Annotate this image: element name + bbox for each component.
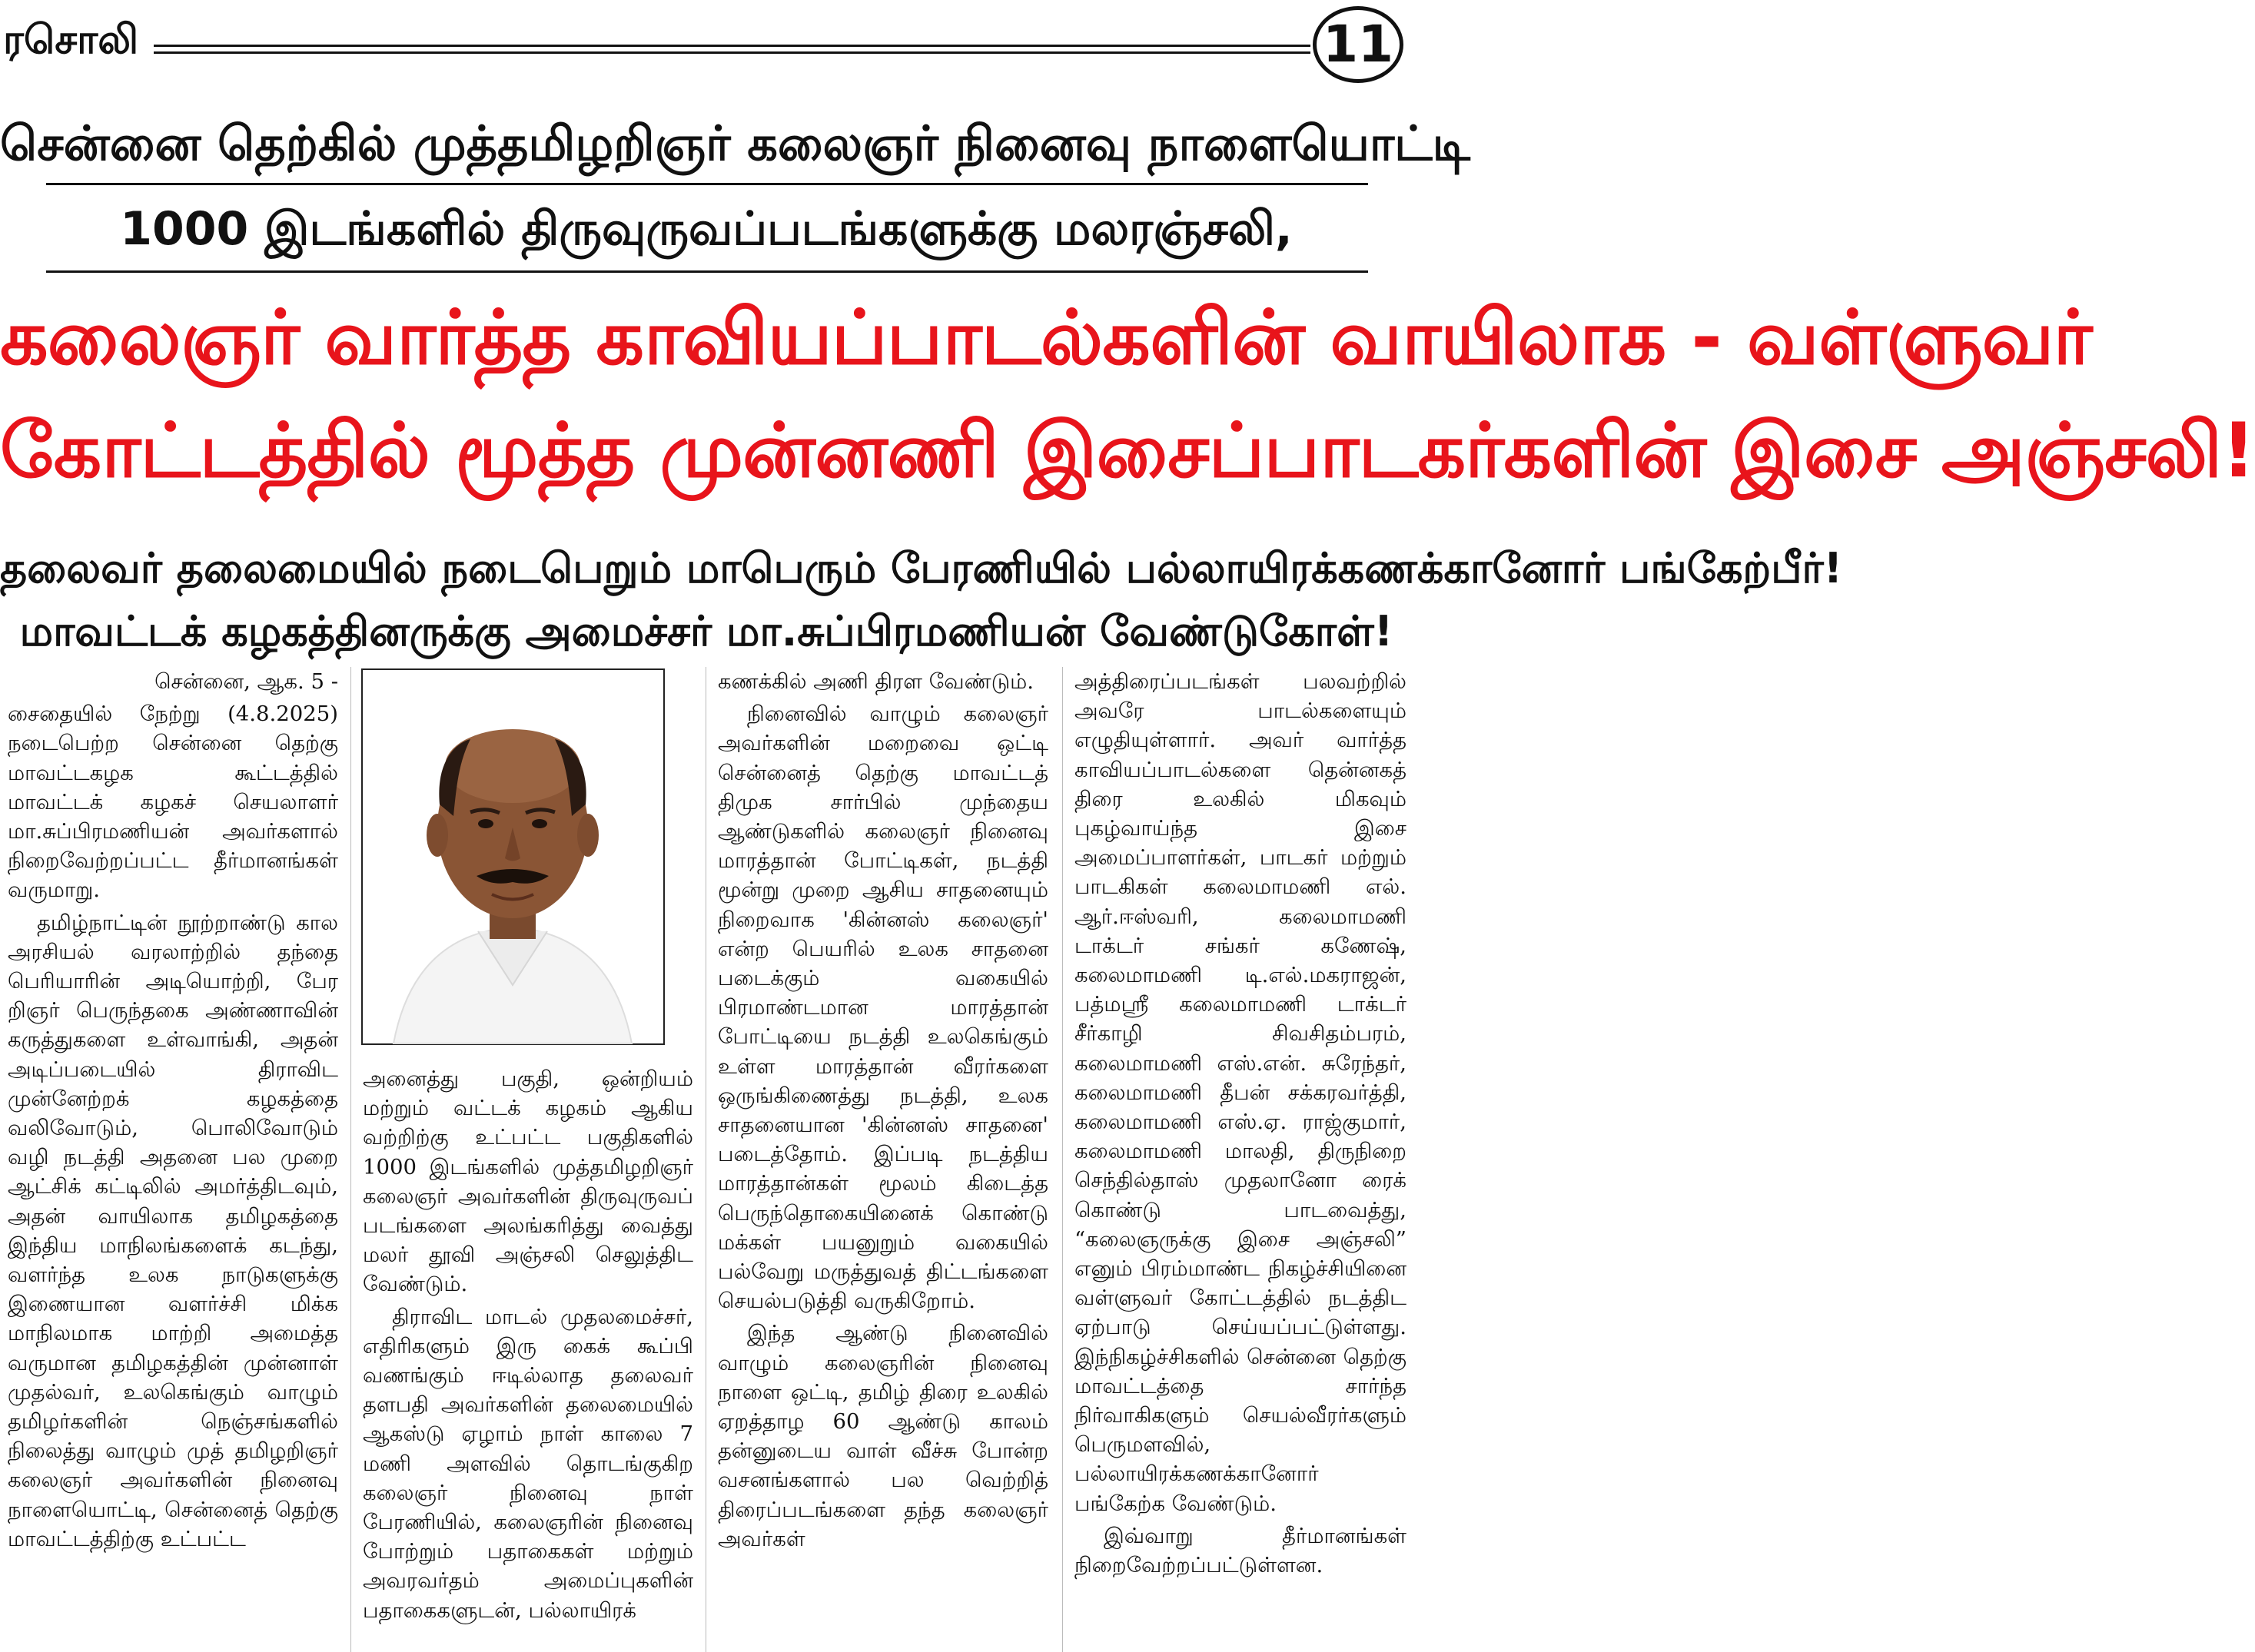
dateline: சென்னை, ஆக. 5 - — [154, 669, 338, 694]
headline-divider-2 — [46, 270, 1368, 273]
article-paragraph: திராவிட மாடல் முதலமைச்சர், எதிரிகளும் இரு கைக் கூப்பி வணங்கும் ஈடில்லாத தலைவர் தளபதி அவர்களின் தலைமையில் ஆகஸ்டு ஏழாம் நாள் காலை 7 மணி அளவில் தொடங்குகிற கலைஞர் நினைவு நாள் பேரணியில், கலைஞரின் நினைவு போற்றும் பதாகைகள் மற்றும் அவரவர்தம் அமைப்புகளின் பதாகைகளுடன், பல்லாயிரக் — [363, 1304, 693, 1623]
article-paragraph: சைதையில் நேற்று (4.8.2025) நடைபெற்ற சென்னை தெற்கு மாவட்டகழக கூட்டத்தில் மாவட்டக் கழகச் செயலாளர் மா.சுப்பிரமணியன் அவர்களால் நிறைவேற்றப்பட்ட தீர்மானங்கள் வருமாறு. — [8, 702, 338, 903]
article-paragraph: அத்திரைப்படங்கள் பலவற்றில் அவரே பாடல்களையும் எழுதியுள்ளார். அவர் வார்த்த காவியப்பாடல்களை தென்னகத் திரை உலகில் மிகவும் புகழ்வாய்ந்த இசை அமைப்பாளர்கள், பாடகர் மற்றும் பாடகிகள் கலைமாமணி எல். ஆர்.ஈஸ்வரி, கலைமாமணி டாக்டர் சங்கர் கணேஷ், கலைமாமணி டி.எல்.மகராஜன், பத்மஸ்ரீ கலைமாமணி டாக்டர் சீர்காழி சிவசிதம்பரம், கலைமாமணி எஸ்.என். சுரேந்தர், கலைமாமணி தீபன் சக்கரவர்த்தி, கலைமாமணி எஸ்.ஏ. ராஜ்குமார், கலைமாமணி மாலதி, திருநிறை செந்தில்தாஸ் முதலானோ ரைக் கொண்டு பாடவைத்து, “கலைஞருக்கு இசை அஞ்சலி” எனும் பிரம்மாண்ட நிகழ்ச்சியினை வள்ளுவர் கோட்டத்தில் நடத்திட ஏற்பாடு செய்யப்பட்டுள்ளது. இந்நிகழ்ச்சிகளில் சென்னை தெற்கு மாவட்டத்தை சார்ந்த நிர்வாகிகளும் செயல்வீரர்களும் பெருமளவில், பல்லாயிரக்கணக்கானோர் பங்கேற்க வேண்டும். — [1074, 669, 1406, 1516]
headline-divider-1 — [46, 183, 1368, 185]
article-paragraph: இவ்வாறு தீர்மானங்கள் நிறைவேற்றப்பட்டுள்ளன. — [1074, 1523, 1406, 1578]
article-column-4 — [1074, 667, 1406, 1580]
article-paragraph: அனைத்து பகுதி, ஒன்றியம் மற்றும் வட்டக் கழகம் ஆகிய வற்றிற்கு உட்பட்ட பகுதிகளில் 1000 இடங்களில் முத்தமிழறிஞர் கலைஞர் அவர்களின் திருவுருவப் படங்களை அலங்கரித்து வைத்து மலர் தூவி அஞ்சலி செலுத்திட வேண்டும். — [363, 1067, 693, 1297]
column-rule — [350, 667, 351, 1652]
article-paragraph: நினைவில் வாழும் கலைஞர் அவர்களின் மறைவை ஒட்டி சென்னைத் தெற்கு மாவட்டத் திமுக சார்பில் முந்தைய ஆண்டுகளில் கலைஞர் நினைவு மாரத்தான் போட்டிகள், நடத்தி மூன்று முறை ஆசிய சாதனையும் நிறைவாக 'கின்னஸ் கலைஞர்' என்ற பெயரில் உலக சாதனை படைக்கும் வகையில் பிரமாண்டமான மாரத்தான் போட்டியை நடத்தி உலகெங்கும் உள்ள மாரத்தான் வீரர்களை ஒருங்கிணைத்து நடத்தி, உலக சாதனையான 'கின்னஸ் சாதனை' படைத்தோம். இப்படி நடத்திய மாரத்தான்கள் மூலம் கிடைத்த பெருந்தொகையினைக் கொண்டு மக்கள் பயனுறும் வகையில் பல்வேறு மருத்துவத் திட்டங்களை செயல்படுத்தி வருகிறோம். — [718, 702, 1048, 1314]
portrait-photo — [361, 668, 665, 1045]
subheadline-line-1: தலைவர் தலைமையில் நடைபெறும் மாபெரும் பேரணியில் பல்லாயிரக்கணக்கானோர் பங்கேற்பீர்! — [0, 544, 1843, 592]
article-paragraph: தமிழ்நாட்டின் நூற்றாண்டு கால அரசியல் வரலாற்றில் தந்தை பெரியாரின் அடியொற்றி, பேர றிஞர் பெருந்தகை அண்ணாவின் கருத்துகளை உள்வாங்கி, அதன் அடிப்படையில் திராவிட முன்னேற்றக் கழகத்தை வலிவோடும், பொலிவோடும் வழி நடத்தி அதனை பல முறை ஆட்சிக் கட்டிலில் அமர்த்திடவும், அதன் வாயிலாக தமிழகத்தை இந்திய மாநிலங்களைக் கடந்து, வளர்ந்த உலக நாடுகளுக்கு இணையான வளர்ச்சி மிக்க மாநிலமாக மாற்றி அமைத்த வருமான தமிழகத்தின் முன்னாள் முதல்வர், உலகெங்கும் வாழும் தமிழர்களின் நெஞ்சங்களில் நிலைத்து வாழும் முத் தமிழறிஞர் கலைஞர் அவர்களின் நினைவு நாளையொட்டி, சென்னைத் தெற்கு மாவட்டத்திற்கு உட்பட்ட — [8, 910, 338, 1551]
subheadline-line-2: மாவட்டக் கழகத்தினருக்கு அமைச்சர் மா.சுப்பிரமணியன் வேண்டுகோள்! — [19, 607, 1393, 655]
portrait-illustration — [363, 670, 663, 1043]
article-paragraph: இந்த ஆண்டு நினைவில் வாழும் கலைஞரின் நினைவு நாளை ஒட்டி, தமிழ் திரை உலகில் ஏறத்தாழ 60 ஆண்டு காலம் தன்னுடைய வாள் வீச்சு போன்ற வசனங்களால் பல வெற்றித் திரைப்படங்களை தந்த கலைஞர் அவர்கள் — [718, 1321, 1048, 1551]
red-headline-line-1: கலைஞர் வார்த்த காவியப்பாடல்களின் வாயிலாக - வள்ளுவர் — [0, 294, 2092, 382]
masthead-rule — [154, 45, 1310, 54]
article-column-2 — [363, 1064, 693, 1625]
headline-line-2: 1000 இடங்களில் திருவுருவப்படங்களுக்கு மலரஞ்சலி, — [120, 202, 1293, 256]
paper-name: ரசொலி — [3, 17, 139, 63]
masthead — [0, 0, 1413, 91]
page-number: 11 — [1313, 6, 1403, 83]
red-headline-line-2: கோட்டத்தில் மூத்த முன்னணி இசைப்பாடகர்களின் இசை அஞ்சலி! — [0, 407, 2255, 495]
article-paragraph: கணக்கில் அணி திரள வேண்டும். — [718, 669, 1035, 694]
column-rule — [1062, 667, 1063, 1652]
headline-line-1: சென்னை தெற்கில் முத்தமிழறிஞர் கலைஞர் நினைவு நாளையொட்டி — [0, 115, 1470, 171]
article-column-3 — [718, 667, 1048, 1554]
article-column-1 — [8, 667, 338, 1554]
